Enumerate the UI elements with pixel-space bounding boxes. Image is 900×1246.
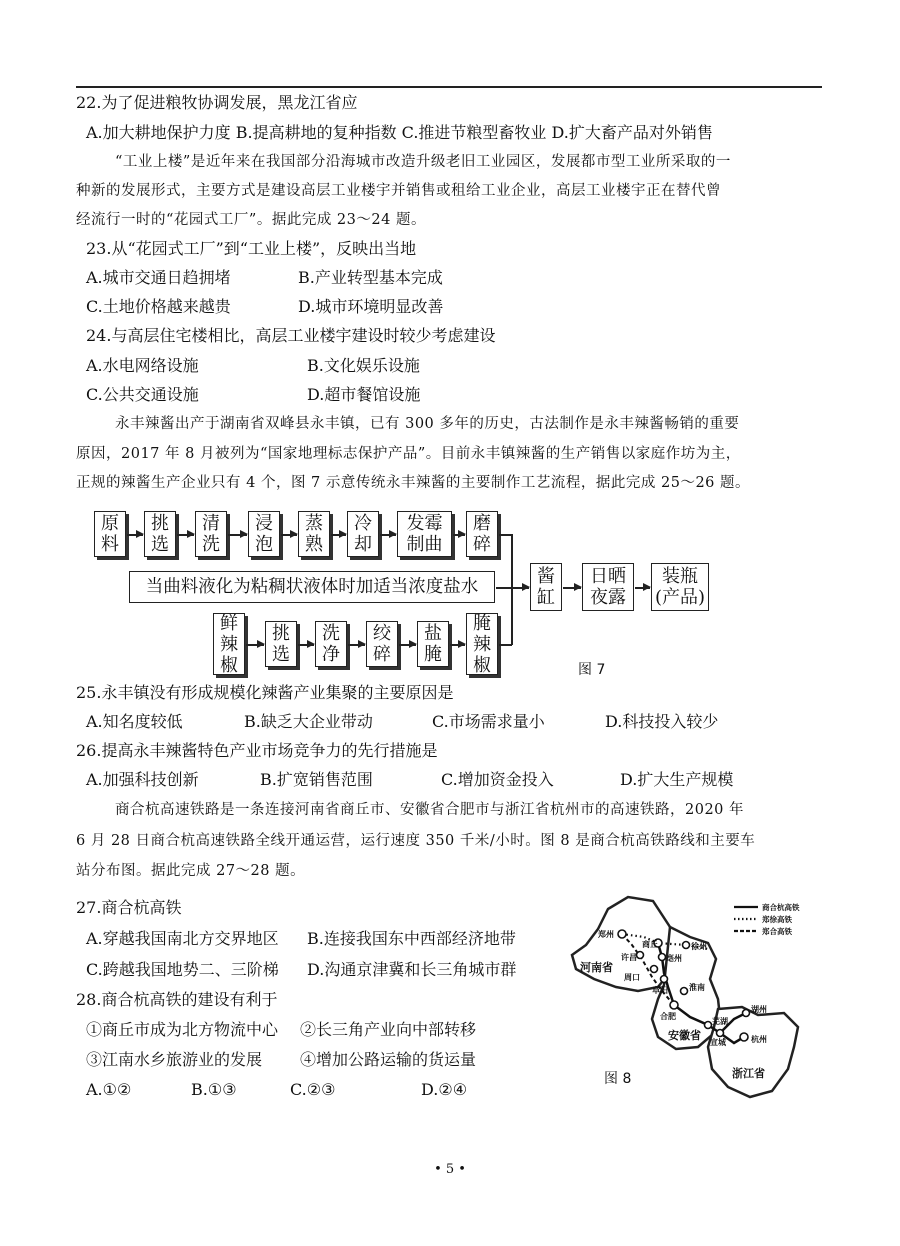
connector [511,534,513,645]
arrow [246,644,264,646]
flow-clean: 洗 净 [315,621,347,667]
city-label-zhengzhou: 郑州 [598,930,614,939]
q28-option-a: A.①② [86,1080,132,1099]
q25-option-d: D.科技投入较少 [605,712,719,731]
station-marker [651,966,658,973]
flow-salt-cure: 盐 腌 [417,621,449,667]
arrow [281,534,297,536]
station-marker [659,954,666,961]
connector [496,587,512,589]
province-label-anhui: 安徽省 [668,1029,701,1042]
arrow [399,644,416,646]
q26-option-a: A.加强科技创新 [86,770,199,789]
city-label-xuancheng: 宣城 [710,1038,726,1047]
passage1-line1: “工业上楼”是近年来在我国部分沿海城市改造升级老旧工业园区，发展都市型工业所采取的一 [115,154,731,170]
q27-option-c: C.跨越我国地势二、三阶梯 [86,960,279,979]
q28-statement-1: ①商丘市成为北方物流中心 [86,1020,279,1039]
city-label-shangqiu: 商丘 [642,940,658,949]
flow-wash: 清 洗 [195,511,227,557]
flow-select-2: 挑 选 [265,621,297,667]
station-marker [717,1030,724,1037]
passage2-line2: 原因，2017 年 8 月被列为“国家地理标志保护产品”。目前永丰镇辣酱的生产销售以家庭作坊为主， [76,446,741,462]
flow-soak: 浸 泡 [248,511,280,557]
top-rule [76,86,822,88]
page-number: • 5 • [434,1162,466,1177]
figure-7-label: 图 7 [578,662,606,678]
city-label-zhoukou: 周口 [624,973,640,982]
arrow [453,534,465,536]
flow-ferment: 发霉 制曲 [397,511,452,557]
passage3-line1: 商合杭高速铁路是一条连接河南省商丘市、安徽省合肥市与浙江省杭州市的高速铁路，2020 年 [115,802,745,818]
legend-label-shanghehang: 商合杭高铁 [762,903,800,912]
city-label-fuyang: 阜阳 [652,986,668,995]
legend-label-zhenghe: 郑合高铁 [762,927,792,936]
arrow [127,534,143,536]
city-label-hangzhou: 杭州 [751,1035,767,1044]
city-label-wuhu: 芜湖 [712,1017,728,1026]
q26-option-d: D.扩大生产规模 [620,770,734,789]
q28-option-d: D.②④ [421,1080,468,1099]
station-marker [740,1033,748,1041]
q28-option-b: B.①③ [191,1080,237,1099]
q22-stem: 22.为了促进粮牧协调发展，黑龙江省应 [76,93,358,112]
flow-bottling: 装瓶 (产品) [651,563,709,611]
arrow [228,534,247,536]
q24-stem: 24.与高层住宅楼相比，高层工业楼宇建设时较少考虑建设 [86,326,496,345]
flow-cured-chili: 腌 辣 椒 [466,613,498,675]
q24-option-b: B.文化娱乐设施 [307,356,420,375]
station-marker [705,1022,712,1029]
q28-option-c: C.②③ [290,1080,336,1099]
city-label-xuzhou: 徐州 [691,942,707,951]
q24-option-c: C.公共交通设施 [86,385,199,404]
city-label-hefei: 合肥 [660,1012,676,1021]
arrow [348,644,365,646]
legend-label-zhengxu: 郑徐高铁 [762,915,792,924]
flow-fresh-chili: 鲜 辣 椒 [213,613,245,675]
q28-statement-4: ④增加公路运输的货运量 [300,1050,477,1069]
arrow [512,587,529,589]
q23-option-b: B.产业转型基本完成 [298,268,443,287]
q27-option-b: B.连接我国东中西部经济地带 [307,929,516,948]
q25-option-b: B.缺乏大企业带动 [244,712,373,731]
passage2-line1: 永丰辣酱出产于湖南省双峰县永丰镇，已有 300 多年的历史，古法制作是永丰辣酱畅销的重要 [115,416,740,432]
arrow [380,534,396,536]
q24-option-d: D.超市餐馆设施 [307,385,421,404]
arrow [635,587,650,589]
q23-option-a: A.城市交通日趋拥堵 [86,268,231,287]
q25-option-c: C.市场需求量小 [432,712,545,731]
q24-option-a: A.水电网络设施 [86,356,199,375]
station-marker [670,1001,678,1009]
arrow [331,534,346,536]
figure-8-label: 图 8 [604,1071,632,1087]
city-label-huzhou: 湖州 [751,1005,767,1014]
station-marker [618,930,626,938]
flow-cool: 冷 却 [347,511,379,557]
flow-sun-dry: 日晒 夜露 [582,563,634,611]
station-marker [637,952,644,959]
q23-option-c: C.土地价格越来越贵 [86,297,231,316]
q25-option-a: A.知名度较低 [86,712,183,731]
flow-mince: 绞 碎 [366,621,398,667]
q27-stem: 27.商合杭高铁 [76,898,182,917]
flow-raw-material: 原 料 [94,511,126,557]
q28-stem: 28.商合杭高铁的建设有利于 [76,990,278,1009]
q28-statement-2: ②长三角产业向中部转移 [300,1020,477,1039]
arrow [177,534,194,536]
arrow [450,644,465,646]
q27-option-a: A.穿越我国南北方交界地区 [86,929,279,948]
q26-option-b: B.扩宽销售范围 [260,770,373,789]
passage3-line3: 站分布图。据此完成 27～28 题。 [76,863,306,879]
station-marker [743,1010,750,1017]
passage1-line2: 种新的发展形式，主要方式是建设高层工业楼宇并销售或租给工业企业，高层工业楼宇正在替代曾 [76,183,721,199]
flow-sauce-vat: 酱 缸 [530,563,562,611]
station-marker [681,988,688,995]
figure-8-railway-map [558,887,828,1105]
q27-option-d: D.沟通京津冀和长三角城市群 [307,960,517,979]
q26-stem: 26.提高永丰辣酱特色产业市场竞争力的先行措施是 [76,741,438,760]
city-label-xuchang: 许昌 [621,953,637,962]
q22-options: A.加大耕地保护力度 B.提高耕地的复种指数 C.推进节粮型畜牧业 D.扩大畜产品对外销售 [86,123,713,142]
flow-select: 挑 选 [144,511,176,557]
city-label-huainan: 淮南 [689,983,705,992]
province-label-henan: 河南省 [580,961,613,974]
arrow [298,644,314,646]
q26-option-c: C.增加资金投入 [441,770,554,789]
flow-steam: 蒸 熟 [298,511,330,557]
station-marker [661,976,668,983]
arrow [563,587,581,589]
q28-statement-3: ③江南水乡旅游业的发展 [86,1050,263,1069]
province-label-zhejiang: 浙江省 [732,1067,765,1080]
flow-brine-note: 当曲料液化为粘稠状液体时加适当浓度盐水 [129,571,495,603]
station-marker [683,942,690,949]
passage3-line2: 6 月 28 日商合杭高速铁路全线开通运营，运行速度 350 千米/小时。图 8 是商合杭高铁路线和主要车 [76,833,756,849]
q23-stem: 23.从“花园式工厂”到“工业上楼”，反映出当地 [86,239,417,258]
q23-option-d: D.城市环境明显改善 [298,297,444,316]
passage2-line3: 正规的辣酱生产企业只有 4 个，图 7 示意传统永丰辣酱的主要制作工艺流程，据此完成 25～26 题。 [76,475,751,491]
q25-stem: 25.永丰镇没有形成规模化辣酱产业集聚的主要原因是 [76,683,454,702]
flow-grind: 磨 碎 [466,511,498,557]
city-label-bozhou: 亳州 [666,954,682,963]
passage1-line3: 经流行一时的“花园式工厂”。据此完成 23～24 题。 [76,212,426,228]
